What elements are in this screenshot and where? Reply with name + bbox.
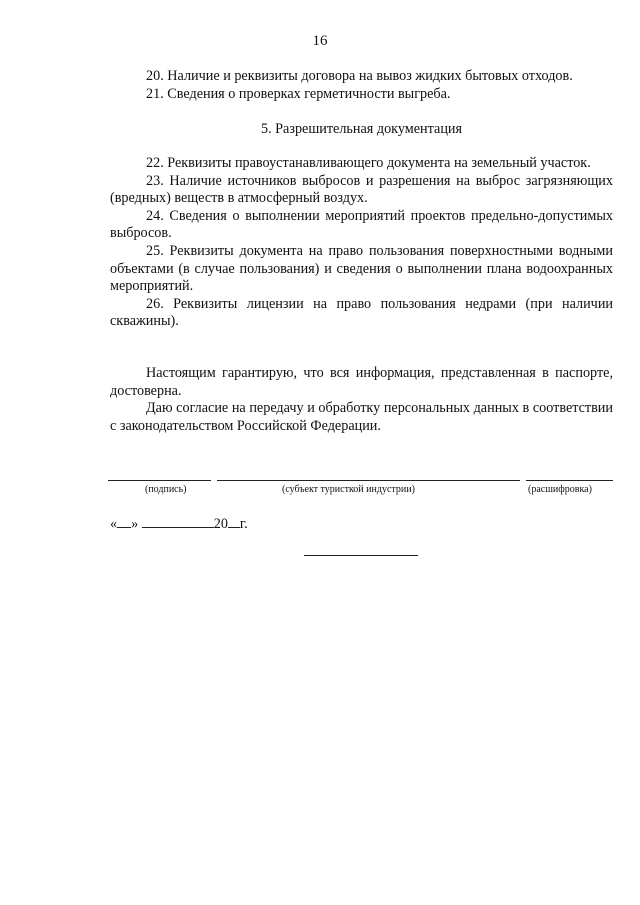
item-23: 23. Наличие источников выбросов и разрешения на выброс загрязняющих (вредных) веществ в атмосферный воздух.: [110, 172, 613, 207]
item-24: 24. Сведения о выполнении мероприятий проектов предельно-допустимых выбросов.: [110, 207, 613, 242]
date-line: [110, 515, 248, 533]
date-close-quote: »: [131, 516, 139, 532]
section-5-items: [110, 155, 613, 331]
page-number: 16: [312, 33, 328, 49]
item-20: 20. Наличие и реквизиты договора на вывоз жидких бытовых отходов.: [146, 68, 573, 84]
month-blank[interactable]: [142, 515, 214, 528]
declaration-consent: Даю согласие на передачу и обработку персональных данных в соответствии с законодательством Российской Федерации.: [110, 400, 613, 434]
item-22: 22. Реквизиты правоустанавливающего документа на земельный участок.: [146, 155, 591, 171]
signature-line[interactable]: [108, 480, 211, 481]
entity-caption: (субъект туристкой индустрии): [282, 484, 415, 495]
end-rule: [304, 555, 418, 556]
signature-row: [108, 480, 613, 510]
item-25: 25. Реквизиты документа на право пользования поверхностными водными объектами (в случае пользования) и сведения о выполнении плана водоохранных мероприятий.: [110, 242, 613, 295]
section-heading: 5. Разрешительная документация: [260, 121, 463, 137]
section-5-heading-block: [110, 121, 613, 139]
item-21: 21. Сведения о проверках герметичности выгреба.: [146, 85, 451, 102]
decoding-caption: (расшифровка): [528, 484, 592, 495]
year-prefix: 20: [213, 516, 228, 532]
signature-caption: (подпись): [145, 484, 187, 495]
decoding-line[interactable]: [526, 480, 613, 481]
entity-line[interactable]: [217, 480, 520, 481]
top-items: [110, 68, 613, 103]
item-26: 26. Реквизиты лицензии на право пользования недрами (при наличии скважины).: [110, 295, 613, 330]
declaration-guarantee: Настоящим гарантирую, что вся информация, представленная в паспорте, достоверна.: [110, 365, 613, 399]
date-open-quote: «: [110, 516, 118, 532]
year-blank[interactable]: [228, 515, 240, 528]
declarations: [110, 365, 613, 435]
day-blank[interactable]: [117, 515, 131, 528]
year-suffix: г.: [239, 516, 248, 532]
